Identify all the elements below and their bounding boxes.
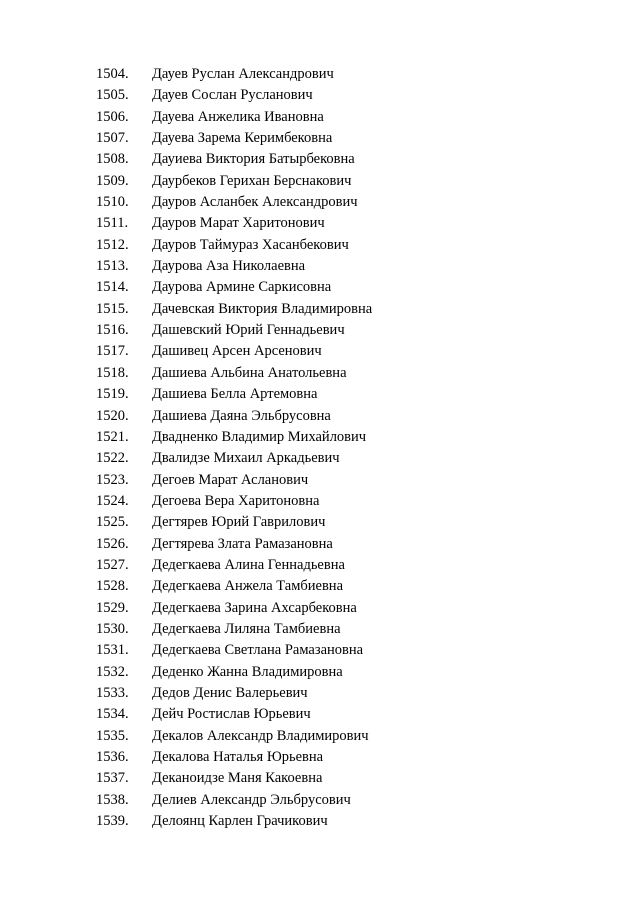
entry-name: Дегоев Марат Асланович — [152, 471, 309, 488]
entry-name: Дачевская Виктория Владимировна — [152, 300, 373, 317]
entry-name: Дегоева Вера Харитоновна — [152, 492, 320, 509]
entry-number: 1515. — [96, 300, 129, 317]
entry-number: 1528. — [96, 578, 129, 595]
list-item — [96, 213, 372, 234]
entry-number: 1516. — [96, 322, 129, 339]
entry-name: Дейч Ростислав Юрьевич — [152, 706, 311, 723]
entry-name: Двадненко Владимир Михайлович — [152, 428, 367, 445]
list-item — [96, 811, 372, 832]
entry-name: Дауев Руслан Александрович — [152, 66, 334, 82]
list-item — [96, 107, 372, 128]
list-item — [96, 704, 372, 725]
list-item — [96, 726, 372, 747]
entry-name: Дегтярев Юрий Гаврилович — [152, 514, 326, 531]
list-item — [96, 192, 372, 213]
entry-name: Дашиева Белла Артемовна — [152, 386, 318, 403]
list-item — [96, 171, 372, 192]
list-item — [96, 683, 372, 704]
entry-number: 1518. — [96, 364, 129, 381]
entry-number: 1535. — [96, 727, 129, 744]
entry-name: Дашевский Юрий Геннадьевич — [152, 322, 345, 339]
entry-name: Дауев Сослан Русланович — [152, 87, 313, 104]
entry-name: Дегтярева Злата Рамазановна — [152, 535, 333, 552]
list-item — [96, 299, 372, 320]
entry-name: Дедегкаева Лиляна Тамбиевна — [152, 620, 341, 637]
entry-number: 1509. — [96, 172, 129, 189]
entry-name: Дашиева Даяна Эльбрусовна — [152, 407, 331, 424]
list-item — [96, 662, 372, 683]
entry-name: Дауиева Виктория Батырбековна — [152, 151, 355, 168]
list-item — [96, 64, 372, 85]
entry-number: 1521. — [96, 428, 129, 445]
entry-number: 1523. — [96, 471, 129, 488]
entry-number: 1522. — [96, 450, 129, 467]
list-item — [96, 341, 372, 362]
entry-number: 1514. — [96, 279, 129, 296]
entry-number: 1511. — [96, 215, 129, 232]
entry-number: 1527. — [96, 556, 129, 573]
list-item — [96, 235, 372, 256]
list-item — [96, 768, 372, 789]
entry-number: 1519. — [96, 386, 129, 403]
list-item — [96, 128, 372, 149]
entry-name: Дедегкаева Анжела Тамбиевна — [152, 578, 343, 595]
entry-number: 1510. — [96, 194, 129, 211]
entry-name: Дедегкаева Зарина Ахсарбековна — [152, 599, 357, 616]
entry-number: 1529. — [96, 599, 129, 616]
list-item — [96, 427, 372, 448]
list-item — [96, 491, 372, 512]
list-item — [96, 406, 372, 427]
entry-number: 1513. — [96, 258, 129, 275]
entry-number: 1507. — [96, 130, 129, 147]
entry-number: 1525. — [96, 514, 129, 531]
entry-name: Дауева Анжелика Ивановна — [152, 108, 324, 125]
list-item — [96, 555, 372, 576]
entry-number: 1520. — [96, 407, 129, 424]
entry-number: 1505. — [96, 87, 129, 104]
entry-name: Двалидзе Михаил Аркадьевич — [152, 450, 340, 467]
list-item — [96, 470, 372, 491]
entry-name: Деканоидзе Маня Какоевна — [152, 770, 323, 787]
entry-number: 1517. — [96, 343, 129, 360]
entry-name: Дашивец Арсен Арсенович — [152, 343, 322, 360]
list-item — [96, 640, 372, 661]
entry-name: Даурбеков Герихан Берснакович — [152, 172, 352, 189]
entry-number: 1506. — [96, 108, 129, 125]
entry-name: Деденко Жанна Владимировна — [152, 663, 343, 680]
entry-number: 1537. — [96, 770, 129, 787]
entry-name: Делоянц Карлен Грачикович — [152, 813, 328, 830]
entry-number: 1508. — [96, 151, 129, 168]
entry-number: 1538. — [96, 791, 129, 808]
entry-name: Даурова Армине Саркисовна — [152, 279, 332, 296]
entry-number: 1539. — [96, 813, 129, 830]
list-item — [96, 448, 372, 469]
list-item — [96, 534, 372, 555]
list-item — [96, 576, 372, 597]
entry-name: Дедегкаева Алина Геннадьевна — [152, 556, 345, 573]
entry-number: 1531. — [96, 642, 129, 659]
list-item — [96, 363, 372, 384]
list-item — [96, 598, 372, 619]
list-item — [96, 256, 372, 277]
entry-name: Даурова Аза Николаевна — [152, 258, 306, 275]
entry-name: Дауров Таймураз Хасанбекович — [152, 236, 349, 253]
entry-number: 1534. — [96, 706, 129, 723]
entry-number: 1533. — [96, 684, 129, 701]
entry-number: 1532. — [96, 663, 129, 680]
entry-name: Декалов Александр Владимирович — [152, 727, 369, 744]
list-item — [96, 747, 372, 768]
name-list — [96, 64, 372, 832]
entry-number: 1512. — [96, 236, 129, 253]
entry-name: Дауева Зарема Керимбековна — [152, 130, 333, 147]
list-item — [96, 384, 372, 405]
list-item — [96, 277, 372, 298]
entry-number: 1536. — [96, 749, 129, 765]
entry-name: Декалова Наталья Юрьевна — [152, 749, 324, 765]
entry-number: 1530. — [96, 620, 129, 637]
list-item — [96, 790, 372, 811]
list-item — [96, 85, 372, 106]
entry-name: Дедов Денис Валерьевич — [152, 684, 308, 701]
entry-number: 1504. — [96, 66, 129, 82]
list-item — [96, 512, 372, 533]
entry-number: 1526. — [96, 535, 129, 552]
entry-name: Дедегкаева Светлана Рамазановна — [152, 642, 364, 659]
list-item — [96, 320, 372, 341]
entry-name: Дауров Асланбек Александрович — [152, 194, 358, 211]
entry-name: Дауров Марат Харитонович — [152, 215, 325, 232]
entry-name: Дашиева Альбина Анатольевна — [152, 364, 347, 381]
list-item — [96, 149, 372, 170]
entry-number: 1524. — [96, 492, 129, 509]
list-item — [96, 619, 372, 640]
entry-name: Делиев Александр Эльбрусович — [152, 791, 351, 808]
